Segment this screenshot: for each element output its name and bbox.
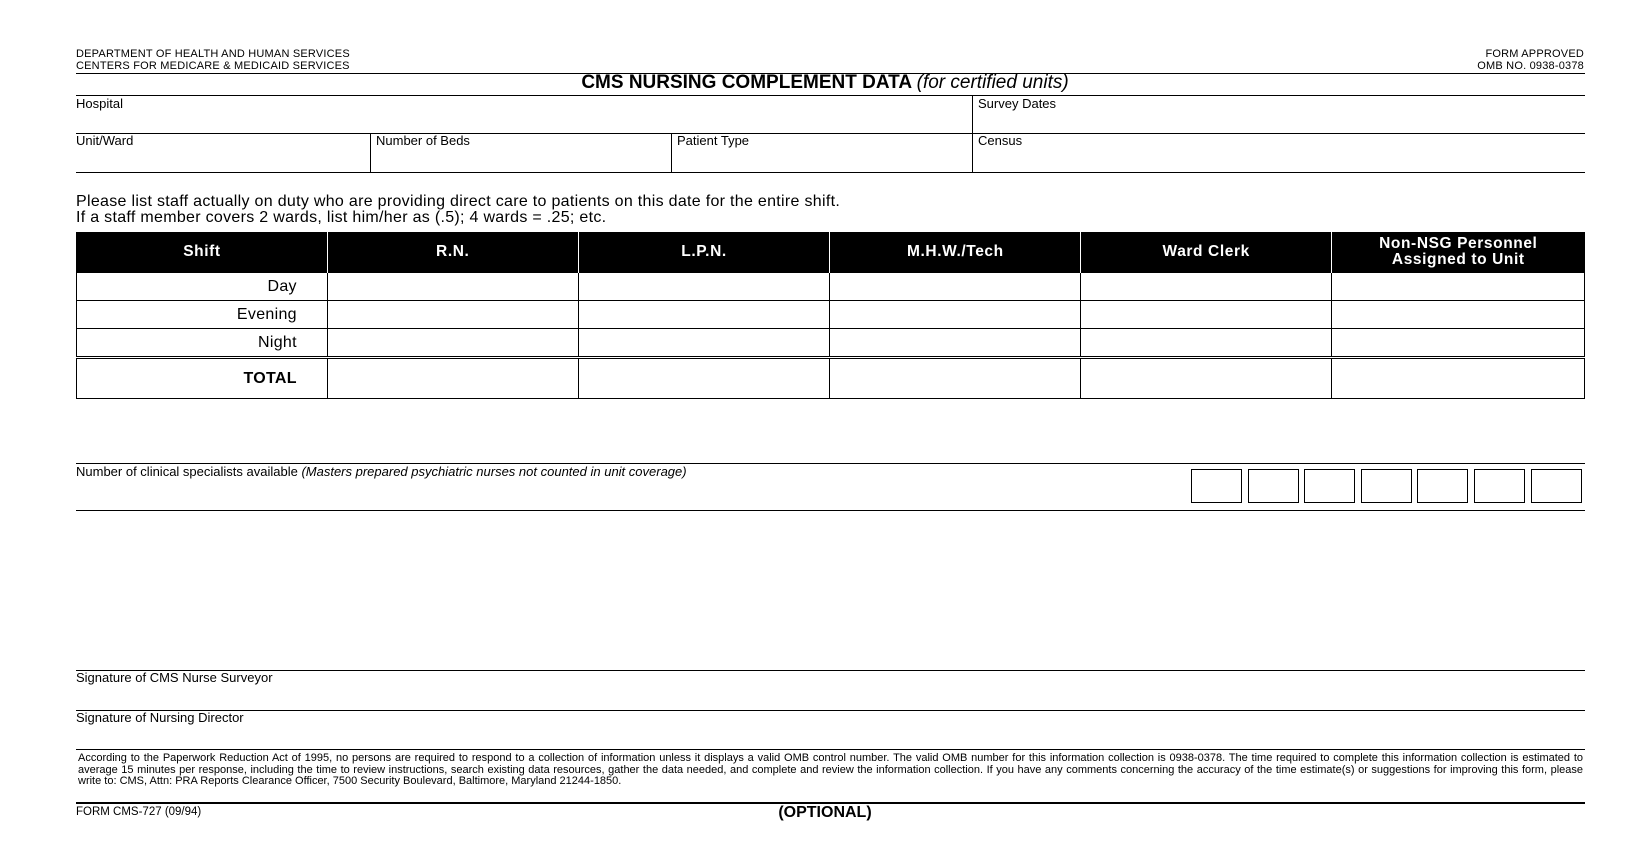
instruction-line-2: If a staff member covers 2 wards, list him/her as (.5); 4 wards = .25; etc. [76,209,607,226]
agency-line-2: CENTERS FOR MEDICARE & MEDICAID SERVICES [76,60,350,72]
number-of-beds-field[interactable] [371,134,670,172]
cell-night-mhw-tech[interactable] [830,329,1081,358]
cell-day-non-nsg[interactable] [1332,273,1585,301]
survey-dates-label: Survey Dates [978,96,1057,111]
clinical-digit-box-5[interactable] [1417,469,1468,503]
cell-evening-rn[interactable] [327,301,578,329]
shift-label-day: Day [77,273,328,301]
cell-day-rn[interactable] [327,273,578,301]
census-field[interactable] [973,134,1585,172]
shift-label-night: Night [77,329,328,358]
census-label: Census [978,133,1023,148]
clinical-label-note: (Masters prepared psychiatric nurses not counted in unit coverage) [301,464,687,479]
table-row-night [77,329,1585,358]
paperwork-notice: According to the Paperwork Reduction Act of 1995, no persons are required to respond to a collection of information unless it displays a valid OMB control number. The valid OMB number for this information collection is 0938-0378. The time required to complete this information collection is estimated to average 15 minutes per response, including the time to review instructions, search existing data resources, gather the data needed, and complete and review the information collection. If you have any comments concerning the accuracy of the time estimate(s) or suggestions for improving this form, please write to: CMS, Attn: PRA Reports Clearance Officer, 7500 Security Boulevard, Baltimore, Maryland 21244-1850. [78,752,1583,787]
approval-line-2: OMB NO. 0938-0378 [1477,60,1584,72]
cell-day-mhw-tech[interactable] [830,273,1081,301]
shift-label-evening: Evening [77,301,328,329]
instructions [76,194,840,226]
clinical-digit-box-6[interactable] [1474,469,1525,503]
cell-night-rn[interactable] [327,329,578,358]
staffing-table [76,232,1585,399]
patient-type-label: Patient Type [677,133,750,148]
form-title-main: CMS NURSING COMPLEMENT DATA [581,72,912,93]
cell-evening-non-nsg[interactable] [1332,301,1585,329]
omb-approval [1477,48,1584,72]
instruction-line-1: Please list staff actually on duty who are providing direct care to patients on this date for the entire shift. [76,193,841,210]
form-title [0,72,1650,94]
column-header-shift: Shift [77,232,328,273]
cell-night-ward-clerk[interactable] [1081,329,1332,358]
survey-dates-field[interactable] [973,96,1585,133]
cell-night-non-nsg[interactable] [1332,329,1585,358]
number-of-beds-label: Number of Beds [376,133,470,148]
table-row-day [77,273,1585,301]
director-signature-field[interactable] [76,711,1585,749]
clinical-digit-box-7[interactable] [1531,469,1582,503]
column-header-non-nsg-personnel: Non-NSG Personnel Assigned to Unit [1332,232,1585,273]
cell-evening-lpn[interactable] [578,301,830,329]
cell-night-lpn[interactable] [578,329,830,358]
cell-day-lpn[interactable] [578,273,830,301]
hospital-field[interactable] [76,96,971,133]
surveyor-signature-field[interactable] [76,671,1585,709]
unit-ward-field[interactable] [76,134,369,172]
staffing-table-header [77,232,1585,273]
column-header-lpn: L.P.N. [578,232,830,273]
patient-type-field[interactable] [672,134,971,172]
optional-label: (OPTIONAL) [778,804,872,821]
column-header-rn: R.N. [327,232,578,273]
clinical-digit-box-2[interactable] [1248,469,1299,503]
clinical-digit-box-4[interactable] [1361,469,1412,503]
form-number: FORM CMS-727 (09/94) [76,806,202,818]
table-row-total [77,358,1585,399]
unit-ward-label: Unit/Ward [76,133,134,148]
clinical-digit-box-3[interactable] [1304,469,1355,503]
cell-total-rn[interactable] [327,358,578,399]
table-row-evening [77,301,1585,329]
surveyor-signature-label: Signature of CMS Nurse Surveyor [76,670,273,685]
column-header-mhw-tech: M.H.W./Tech [830,232,1081,273]
cell-total-mhw-tech[interactable] [830,358,1081,399]
notice-top-rule [76,749,1585,750]
cell-total-non-nsg[interactable] [1332,358,1585,399]
fields-bottom-rule [76,172,1585,173]
shift-label-total: TOTAL [77,358,328,399]
form-title-sub: (for certified units) [916,72,1069,93]
agency-header [76,48,350,72]
cell-day-ward-clerk[interactable] [1081,273,1332,301]
approval-line-1: FORM APPROVED [1485,48,1584,60]
hospital-label: Hospital [76,96,123,111]
column-header-ward-clerk: Ward Clerk [1081,232,1332,273]
cell-total-ward-clerk[interactable] [1081,358,1332,399]
clinical-label-text: Number of clinical specialists available [76,464,298,479]
cell-evening-mhw-tech[interactable] [830,301,1081,329]
clinical-bottom-rule [76,510,1585,511]
director-signature-label: Signature of Nursing Director [76,710,244,725]
cell-total-lpn[interactable] [578,358,830,399]
agency-line-1: DEPARTMENT OF HEALTH AND HUMAN SERVICES [76,48,350,60]
clinical-specialists-label [76,465,687,479]
cell-evening-ward-clerk[interactable] [1081,301,1332,329]
clinical-digit-box-1[interactable] [1191,469,1242,503]
